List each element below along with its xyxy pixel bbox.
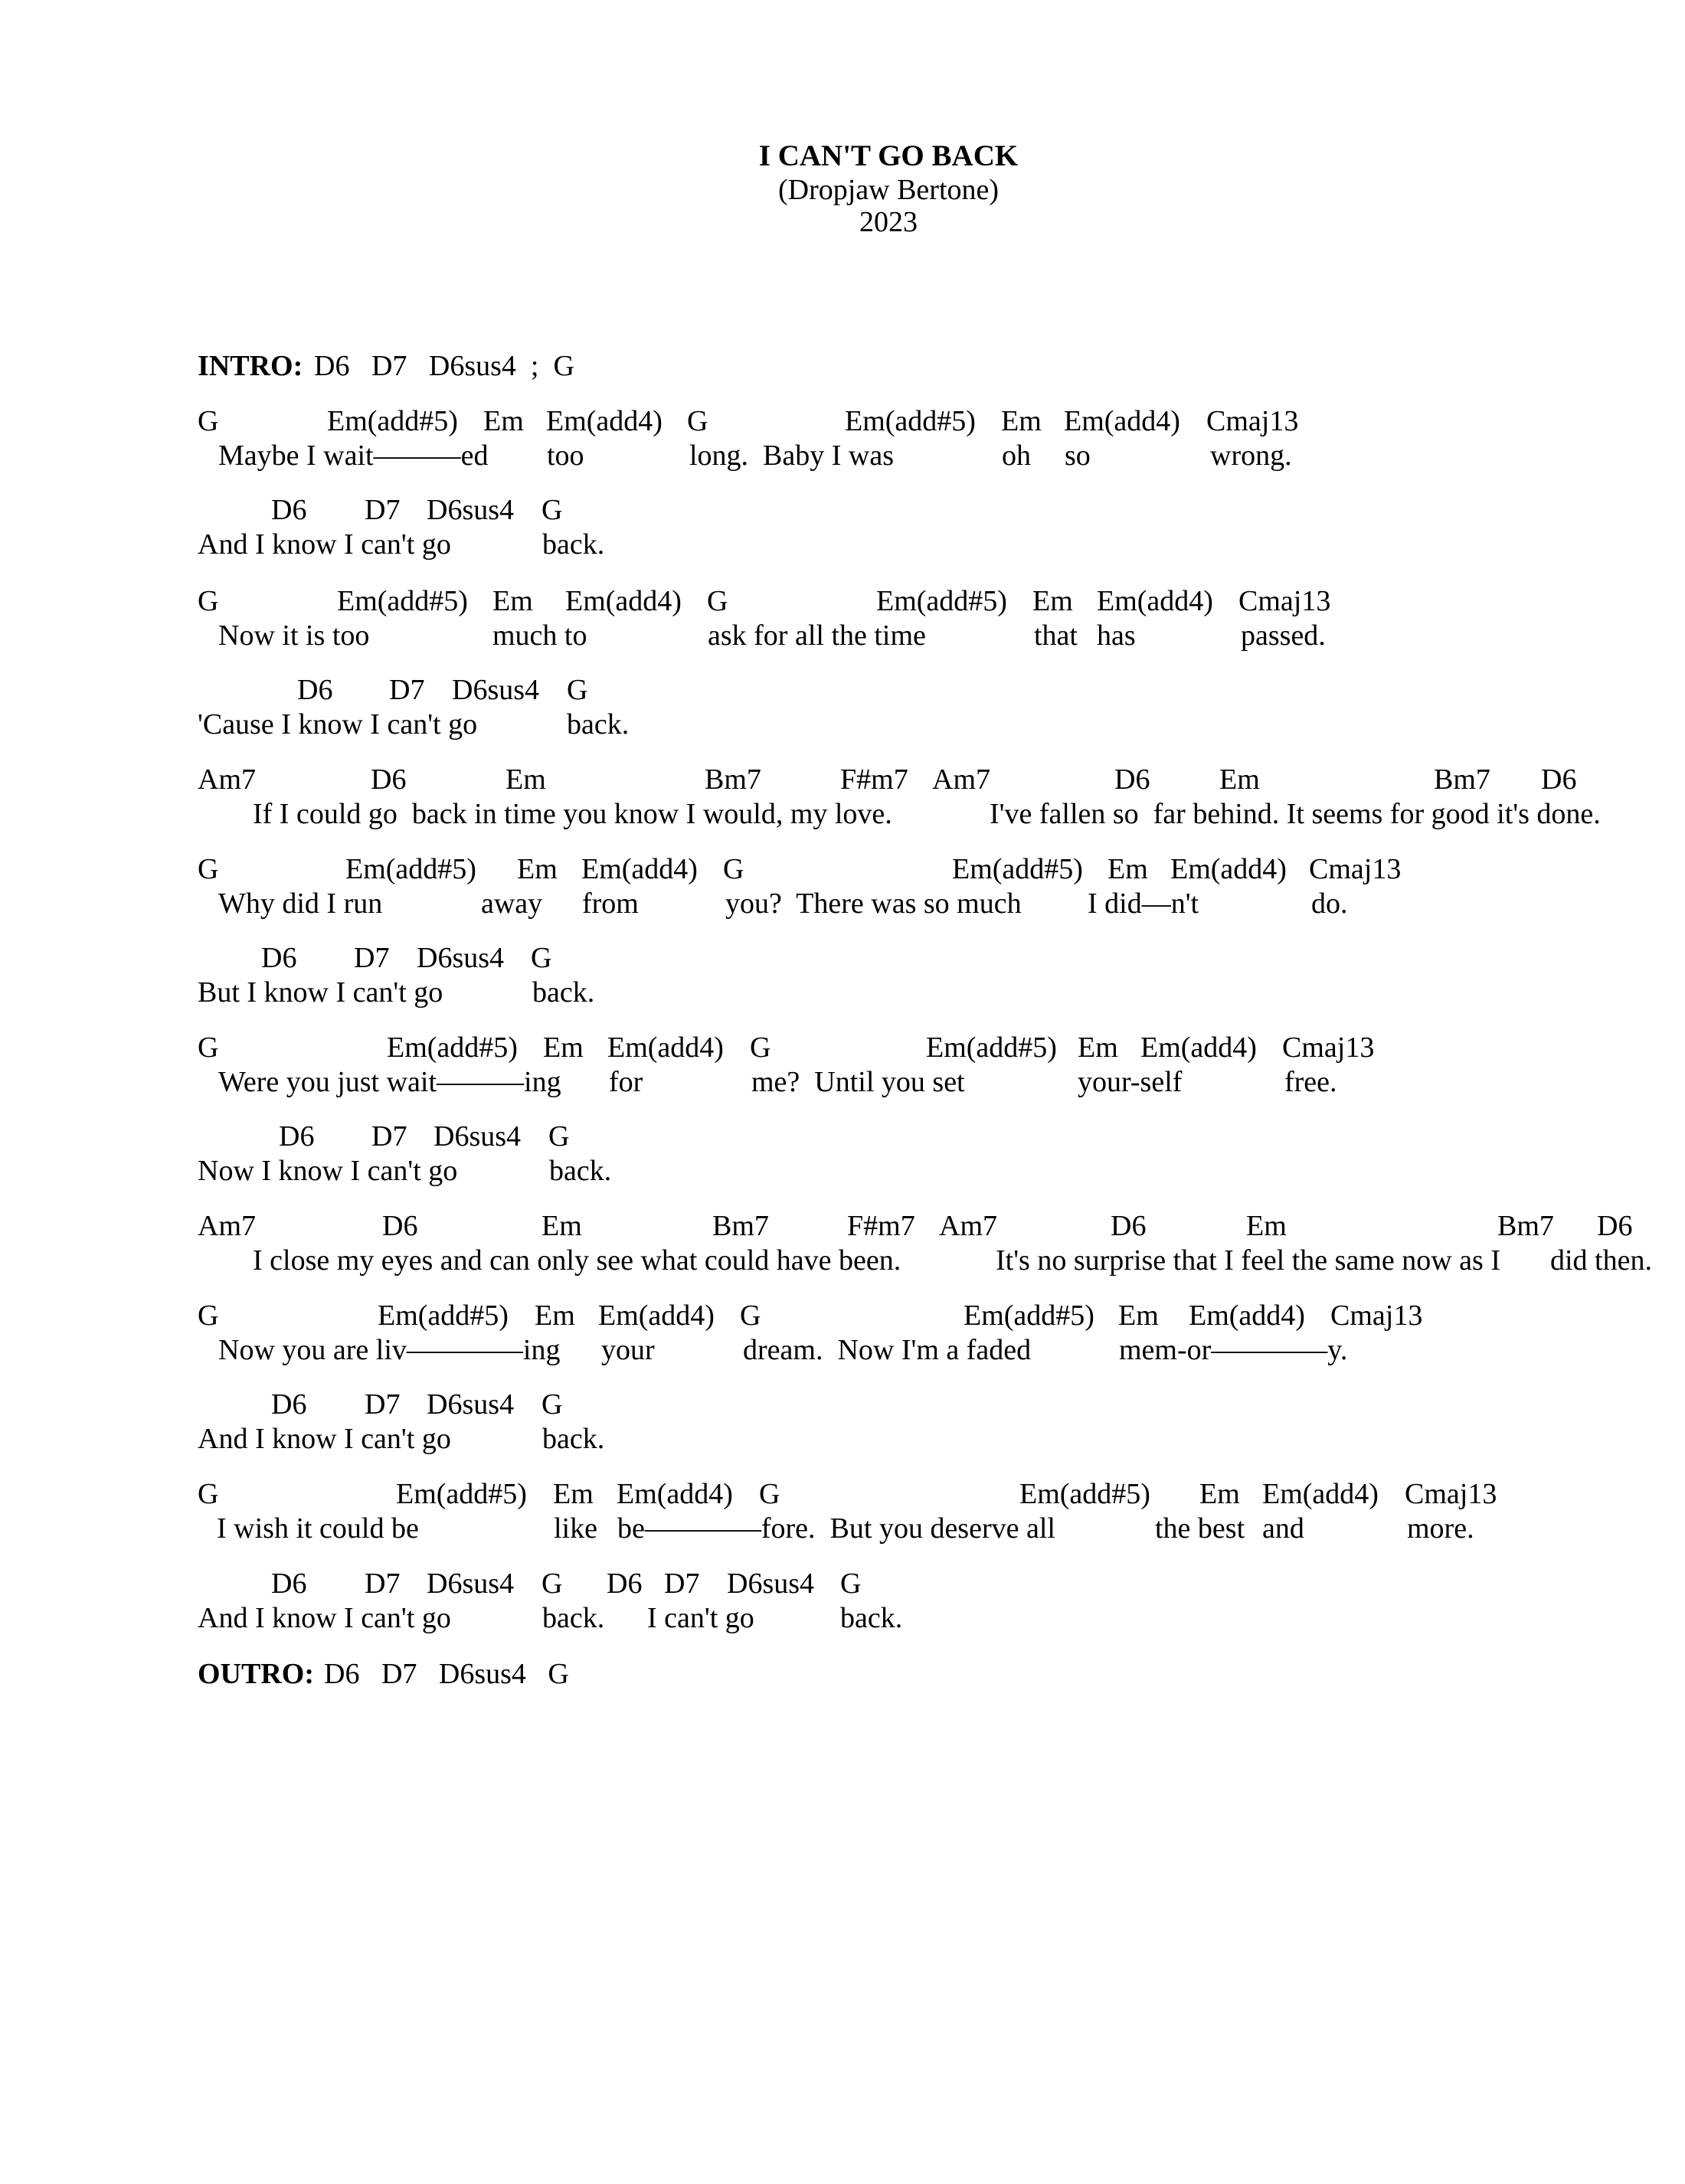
sheet-text: G xyxy=(541,1388,563,1421)
sheet-text: G xyxy=(198,405,219,437)
sheet-text: the best xyxy=(1155,1512,1245,1545)
sheet-line xyxy=(0,527,1685,562)
sheet-text: D6sus4 xyxy=(427,1388,515,1421)
sheet-text: G xyxy=(198,1032,219,1064)
song-title: I CAN'T GO BACK xyxy=(758,139,1019,172)
sheet-text: D6sus4 xyxy=(434,1120,522,1152)
sheet-text: Em xyxy=(543,1032,584,1064)
sheet-text: G xyxy=(198,585,219,617)
sheet-text: back. xyxy=(840,1602,903,1634)
sheet-text: Em(add#5) xyxy=(396,1478,527,1510)
sheet-text: oh xyxy=(1002,440,1031,472)
sheet-text: Em xyxy=(492,585,533,617)
sheet-text: dream. Now I'm a faded xyxy=(743,1334,1032,1366)
sheet-line xyxy=(0,1153,1685,1188)
sheet-text: D6 xyxy=(607,1568,643,1600)
sheet-line xyxy=(0,404,1685,439)
sheet-text: Em xyxy=(541,1210,582,1242)
sheet-text: Were you just wait———ing xyxy=(218,1066,561,1098)
sheet-text: D6 xyxy=(261,942,297,974)
sheet-text: did then. xyxy=(1550,1244,1652,1277)
sheet-text: passed. xyxy=(1241,620,1326,652)
sheet-text: Am7 xyxy=(198,763,256,796)
sheet-text: back. xyxy=(549,1155,612,1187)
sheet-text: I've fallen so far behind. It seems for good it's done. xyxy=(990,798,1601,830)
sheet-text: D6sus4 xyxy=(727,1568,815,1600)
section-label: INTRO: xyxy=(198,350,303,382)
sheet-text: and xyxy=(1262,1512,1304,1545)
sheet-text: back. xyxy=(542,528,605,561)
sheet-text: D7 xyxy=(365,494,401,526)
sheet-text: me? Until you set xyxy=(751,1066,965,1098)
sheet-text: D6 xyxy=(371,763,407,796)
sheet-text: D6 xyxy=(1111,1210,1147,1242)
sheet-text: It's no surprise that I feel the same now as I xyxy=(996,1244,1500,1277)
sheet-text: much to xyxy=(492,620,587,652)
sheet-text: Em(add4) xyxy=(617,1478,733,1510)
sheet-line xyxy=(0,1119,1685,1154)
sheet-text: Em(add4) xyxy=(581,853,698,885)
sheet-text: G xyxy=(687,405,708,437)
sheet-text: away xyxy=(481,888,543,920)
sheet-text: G xyxy=(198,1478,219,1510)
sheet-text: G xyxy=(750,1032,771,1064)
sheet-text: D6 xyxy=(382,1210,418,1242)
sheet-text: from xyxy=(582,888,639,920)
sheet-text: Cmaj13 xyxy=(1330,1300,1423,1332)
sheet-text: Cmaj13 xyxy=(1206,405,1299,437)
sheet-line xyxy=(0,1600,1685,1636)
sheet-text: D6sus4 xyxy=(427,1568,515,1600)
sheet-text: I close my eyes and can only see what could have been. xyxy=(253,1244,901,1277)
sheet-text: D6 xyxy=(297,674,333,706)
sheet-text: Maybe I wait———ed xyxy=(218,440,489,472)
song-year: 2023 xyxy=(859,206,918,238)
sheet-text: has xyxy=(1097,620,1136,652)
sheet-line xyxy=(0,852,1685,887)
sheet-text: D6 xyxy=(271,1388,307,1421)
sheet-text: D6 xyxy=(271,1568,307,1600)
sheet-text: too xyxy=(547,440,584,472)
sheet-text: Em(add4) xyxy=(1140,1032,1257,1064)
sheet-text: Em xyxy=(483,405,524,437)
sheet-text: I wish it could be xyxy=(217,1512,419,1545)
sheet-text: Em(add4) xyxy=(546,405,663,437)
sheet-line xyxy=(0,707,1685,742)
sheet-text: G xyxy=(740,1300,761,1332)
sheet-text: you? There was so much xyxy=(725,888,1022,920)
sheet-text: Em xyxy=(506,763,546,796)
sheet-line xyxy=(0,584,1685,619)
sheet-text: Em(add#5) xyxy=(387,1032,518,1064)
sheet-text: Em(add#5) xyxy=(1019,1478,1150,1510)
sheet-text: long. Baby I was xyxy=(689,440,895,472)
sheet-text: back. xyxy=(567,708,630,741)
sheet-text: Em(add#5) xyxy=(345,853,476,885)
sheet-line xyxy=(0,672,1685,708)
sheet-text: Em(add#5) xyxy=(926,1032,1057,1064)
sheet-line xyxy=(0,1064,1685,1100)
sheet-text: D7 xyxy=(365,1568,401,1600)
sheet-text: Em(add4) xyxy=(565,585,682,617)
sheet-text: Am7 xyxy=(198,1210,256,1242)
sheet-text: your xyxy=(601,1334,655,1366)
sheet-text: Am7 xyxy=(932,763,990,796)
sheet-text: so xyxy=(1065,440,1091,472)
sheet-line xyxy=(0,975,1685,1010)
sheet-text: D6 xyxy=(1597,1210,1633,1242)
sheet-text: D7 xyxy=(664,1568,700,1600)
sheet-text: G xyxy=(548,1120,570,1152)
sheet-text: D6 D7 D6sus4 G xyxy=(324,1658,569,1690)
sheet-text: I can't go xyxy=(647,1602,754,1634)
sheet-text: G xyxy=(723,853,744,885)
sheet-text: your-self xyxy=(1078,1066,1183,1098)
sheet-line xyxy=(0,1298,1685,1333)
sheet-line xyxy=(0,796,1685,832)
sheet-text: Am7 xyxy=(939,1210,997,1242)
sheet-text: Em(add4) xyxy=(598,1300,715,1332)
sheet-line xyxy=(0,1208,1685,1244)
sheet-text: free. xyxy=(1284,1066,1337,1098)
sheet-text: Cmaj13 xyxy=(1282,1032,1375,1064)
sheet-text: do. xyxy=(1311,888,1348,920)
sheet-text: Now I know I can't go xyxy=(198,1155,458,1187)
sheet-text: D6 xyxy=(1541,763,1577,796)
sheet-text: Em(add4) xyxy=(1189,1300,1305,1332)
sheet-text: ask for all the time xyxy=(708,620,926,652)
sheet-text: D7 xyxy=(389,674,425,706)
sheet-text: D7 xyxy=(354,942,390,974)
sheet-text: And I know I can't go xyxy=(198,1423,451,1455)
sheet-text: G xyxy=(840,1568,862,1600)
sheet-line xyxy=(0,348,1685,384)
song-artist: (Dropjaw Bertone) xyxy=(777,174,1000,206)
sheet-line xyxy=(0,886,1685,921)
sheet-text: G xyxy=(198,1300,219,1332)
sheet-text: G xyxy=(531,942,552,974)
sheet-text: But I know I can't go xyxy=(198,976,443,1009)
sheet-line xyxy=(0,438,1685,473)
sheet-text: Now you are liv————ing xyxy=(218,1334,561,1366)
sheet-text: Bm7 xyxy=(705,763,761,796)
sheet-text: for xyxy=(609,1066,643,1098)
sheet-text: back. xyxy=(532,976,595,1009)
sheet-text: Bm7 xyxy=(1497,1210,1554,1242)
section-label: OUTRO: xyxy=(198,1658,314,1690)
sheet-text: D7 xyxy=(365,1388,401,1421)
sheet-text: Em(add4) xyxy=(607,1032,724,1064)
sheet-line xyxy=(0,1243,1685,1278)
sheet-text: I did—n't xyxy=(1088,888,1199,920)
sheet-text: D6 xyxy=(279,1120,315,1152)
sheet-line xyxy=(0,618,1685,653)
sheet-text: Em(add4) xyxy=(1170,853,1287,885)
sheet-text: G xyxy=(759,1478,780,1510)
sheet-line xyxy=(0,1656,1685,1692)
sheet-line xyxy=(0,1332,1685,1368)
sheet-line xyxy=(0,940,1685,976)
sheet-text: Em(add#5) xyxy=(327,405,458,437)
sheet-text: G xyxy=(541,494,563,526)
sheet-text: Em(add4) xyxy=(1097,585,1213,617)
sheet-text: Bm7 xyxy=(712,1210,769,1242)
sheet-text: Em(add#5) xyxy=(876,585,1007,617)
sheet-text: D6sus4 xyxy=(417,942,505,974)
sheet-text: D6sus4 xyxy=(427,494,515,526)
sheet-text: Em xyxy=(1199,1478,1240,1510)
sheet-line xyxy=(0,1030,1685,1065)
sheet-text: Now it is too xyxy=(218,620,370,652)
sheet-text: Em xyxy=(1108,853,1148,885)
sheet-text: D6sus4 xyxy=(452,674,540,706)
sheet-text: If I could go back in time you know I would, my love. xyxy=(253,798,892,830)
sheet-text: D6 D7 D6sus4 ; G xyxy=(314,350,574,382)
sheet-text: like xyxy=(554,1512,597,1545)
sheet-text: wrong. xyxy=(1210,440,1292,472)
sheet-text: Em xyxy=(535,1300,575,1332)
sheet-text: And I know I can't go xyxy=(198,1602,451,1634)
sheet-line xyxy=(0,1387,1685,1422)
sheet-text: Em xyxy=(1219,763,1260,796)
sheet-text: mem-or————y. xyxy=(1119,1334,1348,1366)
sheet-text: D6 xyxy=(1114,763,1150,796)
sheet-text: Why did I run xyxy=(218,888,383,920)
sheet-text: G xyxy=(707,585,728,617)
sheet-line xyxy=(0,1476,1685,1512)
sheet-text: back. xyxy=(542,1602,605,1634)
sheet-text: G xyxy=(541,1568,563,1600)
sheet-text: back. xyxy=(542,1423,605,1455)
sheet-text: Em(add#5) xyxy=(337,585,468,617)
sheet-text: F#m7 xyxy=(840,763,908,796)
sheet-text: Cmaj13 xyxy=(1238,585,1331,617)
sheet-text: Em(add4) xyxy=(1262,1478,1379,1510)
sheet-text: Em xyxy=(1246,1210,1287,1242)
sheet-text: more. xyxy=(1407,1512,1474,1545)
sheet-text: Em xyxy=(1118,1300,1159,1332)
sheet-text: Em(add#5) xyxy=(845,405,976,437)
sheet-line xyxy=(0,1421,1685,1457)
sheet-text: Em xyxy=(1001,405,1042,437)
sheet-text: Em xyxy=(517,853,558,885)
sheet-text: 'Cause I know I can't go xyxy=(198,708,478,741)
sheet-text: Cmaj13 xyxy=(1309,853,1402,885)
sheet-text: Em(add#5) xyxy=(952,853,1083,885)
sheet-line xyxy=(0,1566,1685,1601)
sheet-text: F#m7 xyxy=(847,1210,915,1242)
sheet-text: G xyxy=(567,674,588,706)
sheet-text: D6 xyxy=(271,494,307,526)
sheet-text: Cmaj13 xyxy=(1405,1478,1497,1510)
sheet-text: D7 xyxy=(371,1120,407,1152)
sheet-text: be————fore. But you deserve all xyxy=(617,1512,1055,1545)
sheet-text: Em xyxy=(1078,1032,1118,1064)
sheet-text: Em(add#5) xyxy=(964,1300,1094,1332)
sheet-text: Em xyxy=(553,1478,594,1510)
sheet-text: Bm7 xyxy=(1434,763,1490,796)
sheet-line xyxy=(0,762,1685,797)
sheet-text: Em xyxy=(1032,585,1073,617)
sheet-text: And I know I can't go xyxy=(198,528,451,561)
sheet-line xyxy=(0,1511,1685,1546)
sheet-text: that xyxy=(1034,620,1078,652)
sheet-text: Em(add4) xyxy=(1064,405,1180,437)
sheet-text: G xyxy=(198,853,219,885)
sheet-text: Em(add#5) xyxy=(378,1300,509,1332)
sheet-line xyxy=(0,492,1685,528)
